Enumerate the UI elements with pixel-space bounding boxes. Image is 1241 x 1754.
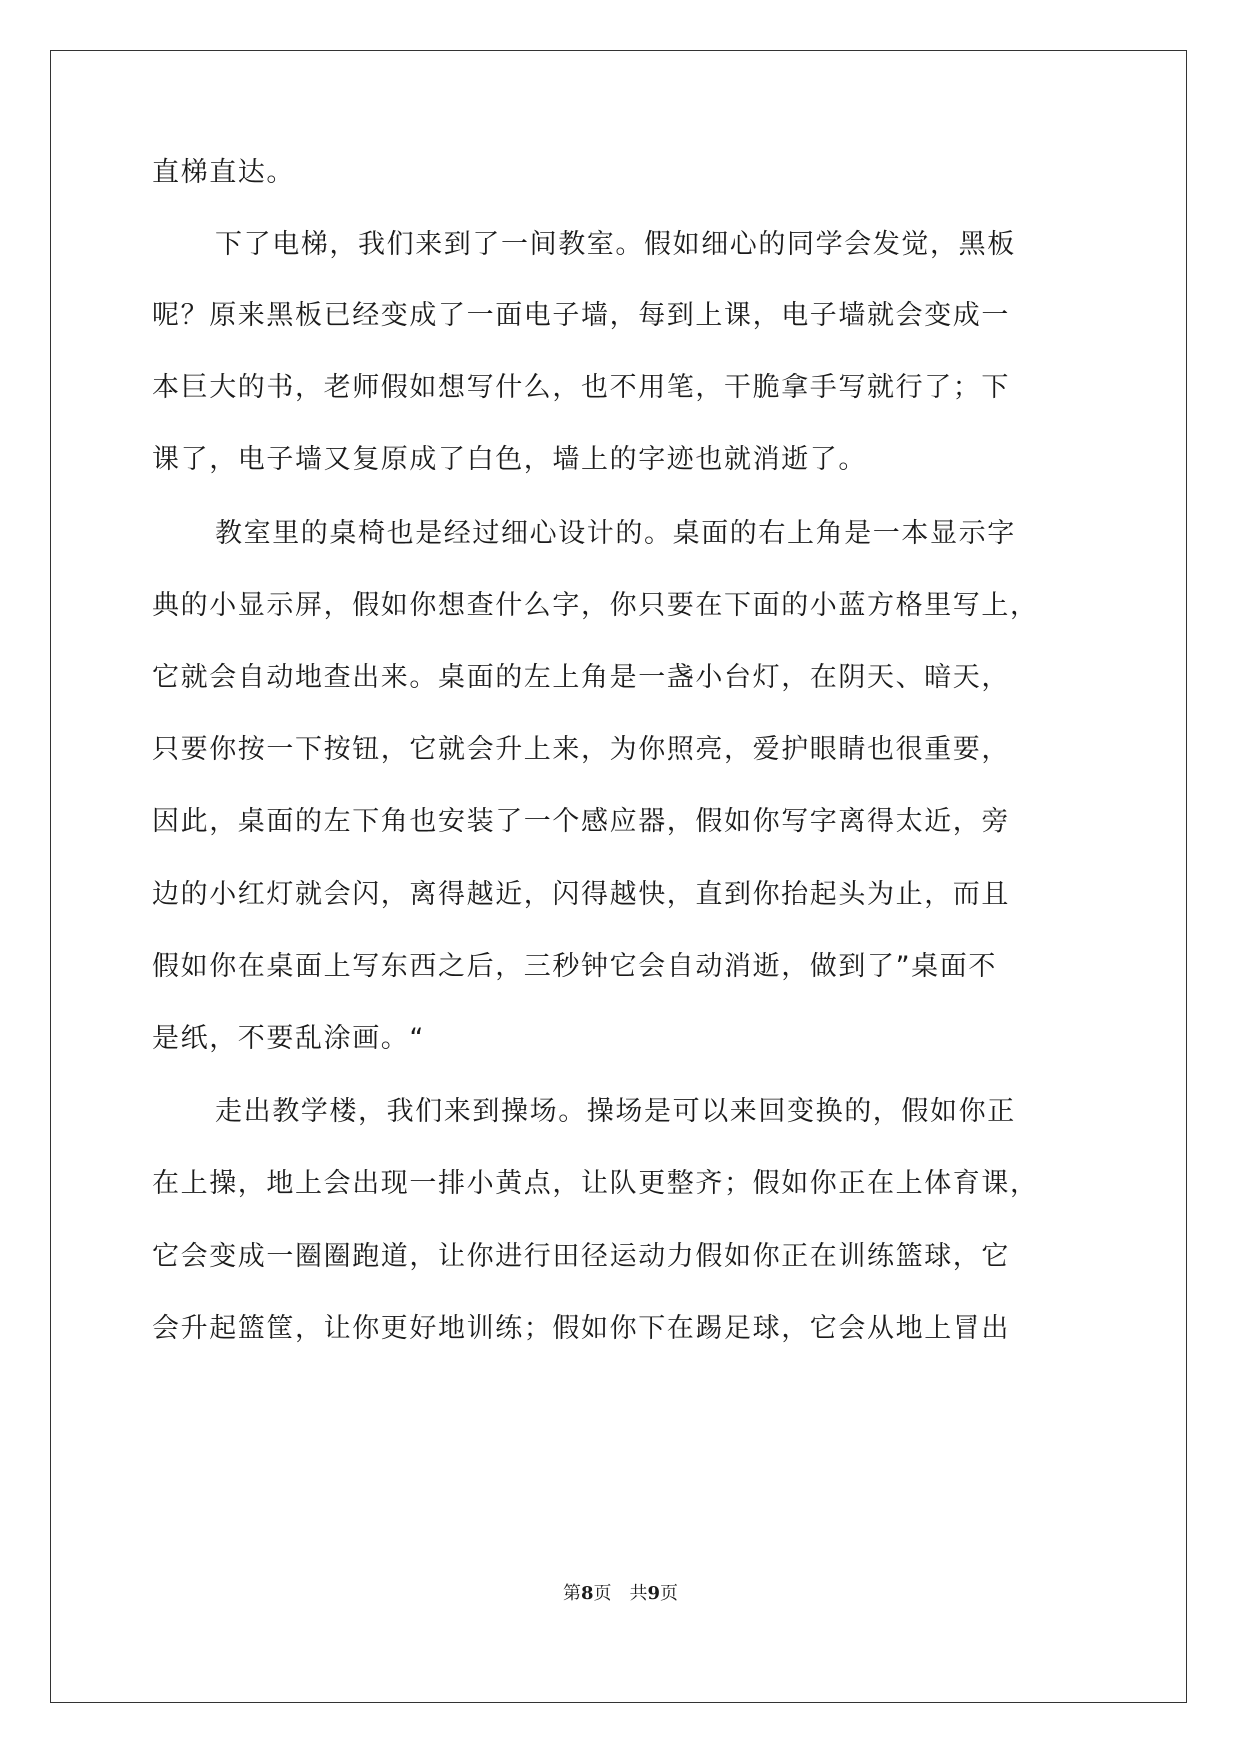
text-line: 会升起篮筐，让你更好地训练；假如你下在踢足球，它会从地上冒出 (152, 1313, 1010, 1344)
text-line: 只要你按一下按钮，它就会升上来，为你照亮，爱护眼睛也很重要， (152, 734, 1010, 765)
footer-page-suffix: 页 (593, 1583, 612, 1604)
text-line: 是纸，不要乱涂画。“ (152, 1023, 425, 1054)
page-footer (0, 1582, 1241, 1606)
text-line: 它就会自动地查出来。桌面的左上角是一盏小台灯，在阴天、暗天， (152, 662, 1010, 693)
text-line: 因此，桌面的左下角也安装了一个感应器，假如你写字离得太近，旁 (152, 806, 1010, 837)
current-page-number: 8 (580, 1583, 594, 1604)
footer-total-prefix: 共 (629, 1583, 648, 1604)
text-line: 典的小显示屏，假如你想查什么字，你只要在下面的小蓝方格里写上， (152, 590, 1039, 621)
text-line: 呢？原来黑板已经变成了一面电子墙，每到上课，电子墙就会变成一 (152, 300, 1010, 331)
text-line: 假如你在桌面上写东西之后，三秒钟它会自动消逝，做到了”桌面不 (152, 951, 997, 982)
text-line: 本巨大的书，老师假如想写什么，也不用笔，干脆拿手写就行了；下 (152, 372, 1010, 403)
text-line: 它会变成一圈圈跑道，让你进行田径运动力假如你正在训练篮球，它 (152, 1241, 1010, 1272)
footer-prefix: 第 (562, 1583, 581, 1604)
text-line: 在上操，地上会出现一排小黄点，让队更整齐；假如你正在上体育课， (152, 1168, 1039, 1199)
total-page-number: 9 (647, 1583, 661, 1604)
footer-total-suffix: 页 (660, 1583, 679, 1604)
text-line: 直梯直达。 (152, 157, 295, 188)
paragraph-start-line: 走出教学楼，我们来到操场。操场是可以来回变换的，假如你正 (215, 1096, 1016, 1127)
text-line: 边的小红灯就会闪，离得越近，闪得越快，直到你抬起头为止，而且 (152, 879, 1010, 910)
text-line: 课了，电子墙又复原成了白色，墙上的字迹也就消逝了。 (152, 444, 867, 475)
paragraph-start-line: 教室里的桌椅也是经过细心设计的。桌面的右上角是一本显示字 (215, 518, 1016, 549)
paragraph-start-line: 下了电梯，我们来到了一间教室。假如细心的同学会发觉，黑板 (215, 229, 1016, 260)
